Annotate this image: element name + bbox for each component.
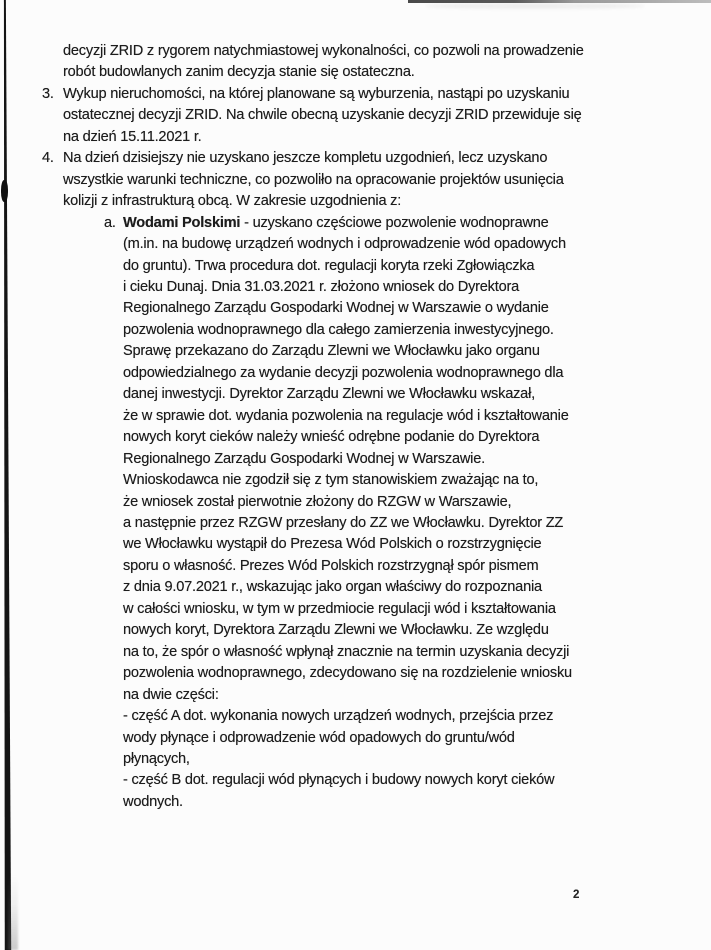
- text-line: i cieku Dunaj. Dnia 31.03.2021 r. złożono wniosek do Dyrektora: [123, 278, 520, 295]
- text-line: Na dzień dzisiejszy nie uzyskano jeszcze kompletu uzgodnień, lecz uzyskano: [63, 150, 548, 167]
- scan-top-edge-smudge: [425, 3, 645, 9]
- text-line: Wnioskodawca nie zgodził się z tym stanowiskiem zważając na to,: [123, 472, 539, 489]
- text-line: - część A dot. wykonania nowych urządzeń wodnych, przejścia przez: [123, 708, 554, 725]
- document-block-a: [104, 213, 623, 814]
- text-line: wodnych.: [123, 793, 183, 810]
- scan-left-edge-line: [0, 0, 14, 950]
- text-line: że wniosek został pierwotnie złożony do RZGW w Warszawie,: [123, 493, 512, 510]
- text-line: na to, że spór o własność wpłynął znacznie na termin uzyskania decyzji: [123, 643, 570, 660]
- text-line: decyzji ZRID z rygorem natychmiastowej wykonalności, co pozwoli na prowadzenie: [63, 43, 584, 59]
- text-line: Regionalnego Zarządu Gospodarki Wodnej w Warszawie o wydanie: [123, 300, 549, 317]
- document-block-continuation: [63, 41, 623, 84]
- text-line: z dnia 9.07.2021 r., wskazując jako organ właściwy do rozpoznania: [123, 579, 542, 596]
- text-line: płynących,: [123, 750, 190, 767]
- text-line: na dwie części:: [123, 686, 219, 703]
- text-line: wody płynące i odprowadzenie wód opadowych do gruntu/wód: [123, 729, 515, 746]
- text-line: robót budowlanych zanim decyzja stanie się ostateczna.: [63, 64, 415, 81]
- text-line: na dzień 15.11.2021 r.: [63, 128, 202, 145]
- document-text-area: [42, 41, 623, 813]
- text-line: pozwolenia wodnoprawnego dla całego zamierzenia inwestycyjnego.: [123, 321, 554, 338]
- list-marker: 3.: [42, 85, 54, 102]
- text-line: że w sprawie dot. wydania pozwolenia na regulacje wód i kształtowanie: [123, 407, 569, 424]
- text-line: - część B dot. regulacji wód płynących i budowy nowych koryt cieków: [123, 772, 555, 789]
- text-line: Regionalnego Zarządu Gospodarki Wodnej w Warszawie.: [123, 450, 485, 467]
- text-line: ostatecznej decyzji ZRID. Na chwile obecną uzyskanie decyzji ZRID przewiduje się: [63, 107, 582, 124]
- text-line: wszystkie warunki techniczne, co pozwoliło na opracowanie projektów usunięcia: [63, 171, 564, 188]
- text-line: danej inwestycji. Dyrektor Zarządu Zlewni we Włocławku wskazał,: [123, 386, 535, 403]
- text-line: (m.in. na budowę urządzeń wodnych i odprowadzenie wód opadowych: [123, 236, 566, 253]
- bold-lead-text: Wodami Polskimi: [123, 214, 241, 231]
- text-line: sporu o własność. Prezes Wód Polskich rozstrzygnął spór pismem: [123, 557, 539, 574]
- text-line: kolizji z infrastrukturą obcą. W zakresie uzgodnienia z:: [63, 193, 402, 210]
- text-line: Sprawę przekazano do Zarządu Zlewni we Włocławku jako organu: [123, 343, 540, 360]
- text-line: w całości wniosku, w tym w przedmiocie regulacji wód i kształtowania: [123, 600, 556, 617]
- text-line: a następnie przez RZGW przesłany do ZZ we Włocławku. Dyrektor ZZ: [123, 514, 564, 531]
- scan-left-edge-blob: [1, 180, 8, 202]
- text-line: nowych koryt, Dyrektora Zarządu Zlewni we Włocławku. Ze względu: [123, 622, 549, 639]
- text-line: nowych koryt cieków należy wnieść odrębne podanie do Dyrektora: [123, 429, 540, 446]
- text-line: [123, 213, 623, 234]
- text-line: odpowiedzialnego za wydanie decyzji pozwolenia wodnoprawnego dla: [123, 364, 564, 381]
- text-line: pozwolenia wodnoprawnego, zdecydowano się na rozdzielenie wniosku: [123, 665, 572, 682]
- document-block-3: [42, 84, 623, 148]
- text-line: do gruntu). Trwa procedura dot. regulacji koryta rzeki Zgłowiączka: [123, 257, 535, 274]
- text-line: we Włocławku wystąpił do Prezesa Wód Polskich o rozstrzygnięcie: [123, 536, 542, 553]
- line-rest-text: - uzyskano częściowe pozwolenie wodnoprawne: [240, 214, 549, 231]
- scan-bottom-left-smudge: [8, 875, 18, 950]
- document-block-4: [42, 148, 623, 212]
- list-marker: 4.: [42, 150, 54, 167]
- page-number: 2: [573, 889, 580, 901]
- list-marker: a.: [104, 214, 116, 231]
- text-line: Wykup nieruchomości, na której planowane są wyburzenia, nastąpi po uzyskaniu: [63, 85, 570, 102]
